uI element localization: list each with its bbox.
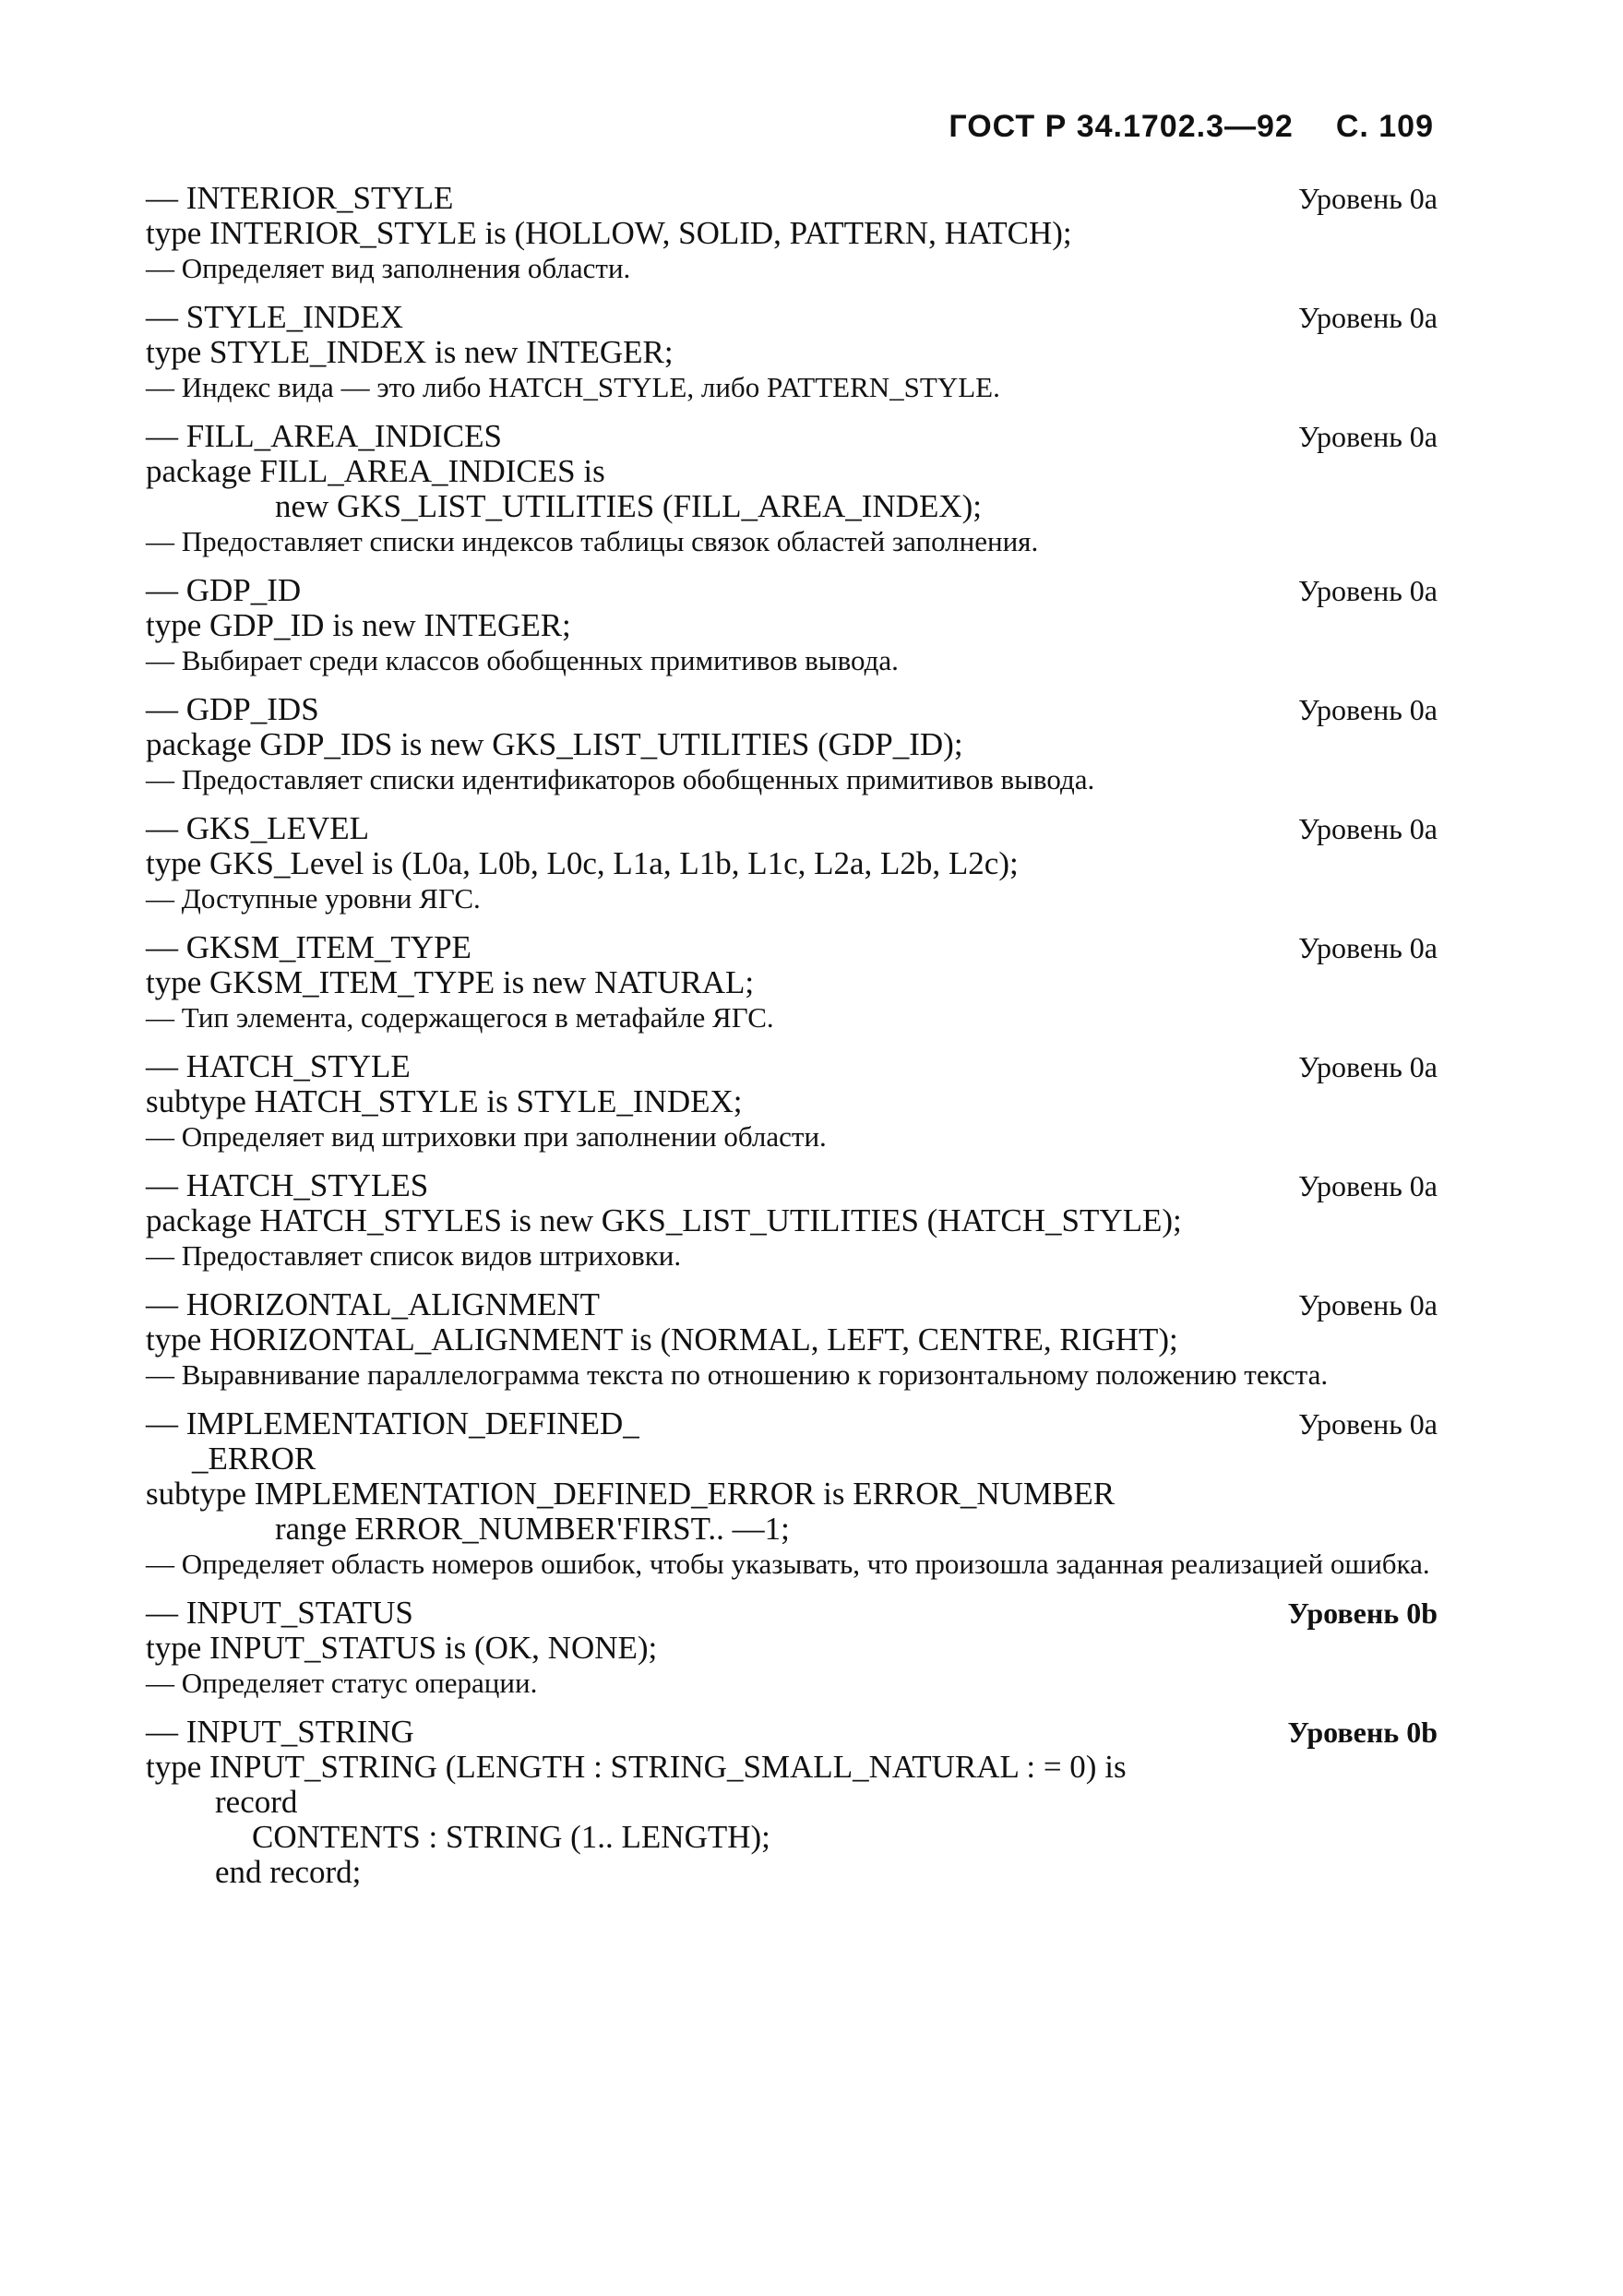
code-line: record [215,1784,298,1820]
code-line: type GDP_ID is new INTEGER; [146,607,571,643]
entry-level: Уровень 0а [1298,1407,1438,1441]
code-line: end record; [215,1854,362,1890]
entry-level: Уровень 0а [1298,1050,1438,1083]
entry-description: — Доступные уровни ЯГС. [146,882,481,915]
entry-name: — INPUT_STRING [146,1714,414,1750]
page-header [949,109,1434,145]
code-line: type HORIZONTAL_ALIGNMENT is (NORMAL, LEFT, CENTRE, RIGHT); [146,1321,1178,1357]
entry-level: Уровень 0а [1298,182,1438,215]
entry-level: Уровень 0а [1298,693,1438,726]
entry-description: — Выбирает среди классов обобщенных примитивов вывода. [146,644,899,676]
entry-name: — GDP_IDS [146,691,319,727]
entry-description: — Предоставляет список видов штриховки. [146,1239,682,1272]
code-line: CONTENTS : STRING (1.. LENGTH); [252,1819,770,1855]
entry-name: — IMPLEMENTATION_DEFINED_ [146,1405,639,1441]
code-line: type STYLE_INDEX is new INTEGER; [146,334,674,370]
entry-name: — INTERIOR_STYLE [146,180,454,216]
code-line: subtype HATCH_STYLE is STYLE_INDEX; [146,1083,743,1119]
entry-hatch-style [146,1049,1438,1154]
entry-description: — Определяет статус операции. [146,1667,538,1699]
entry-level: Уровень 0а [1298,574,1438,607]
entry-description: — Тип элемента, содержащегося в метафайле ЯГС. [146,1001,774,1034]
code-line: range ERROR_NUMBER'FIRST.. —1; [275,1511,790,1547]
entry-gdp-ids [146,692,1438,797]
entry-implementation-defined-error [146,1406,1438,1582]
entry-name-continued: _ERROR [192,1441,316,1477]
entry-hatch-styles [146,1168,1438,1274]
entry-name: — FILL_AREA_INDICES [146,418,502,454]
code-line: subtype IMPLEMENTATION_DEFINED_ERROR is ERROR_NUMBER [146,1476,1116,1512]
entry-level: Уровень 0b [1287,1596,1438,1630]
entry-name: — GKS_LEVEL [146,810,370,846]
entry-horizontal-alignment [146,1287,1438,1393]
document-body [146,181,1438,1904]
entry-gdp-id [146,573,1438,678]
entry-level: Уровень 0а [1298,1169,1438,1202]
entry-name: — GKSM_ITEM_TYPE [146,929,471,965]
entry-description: — Определяет вид штриховки при заполнении области. [146,1120,827,1153]
entry-name: — STYLE_INDEX [146,299,403,335]
entry-gks-level [146,811,1438,916]
code-line: type INTERIOR_STYLE is (HOLLOW, SOLID, PATTERN, HATCH); [146,215,1072,251]
entry-name: — HORIZONTAL_ALIGNMENT [146,1286,600,1322]
code-line: type GKSM_ITEM_TYPE is new NATURAL; [146,964,755,1000]
entry-name: — INPUT_STATUS [146,1595,413,1631]
page-number: С. 109 [1335,109,1434,144]
entry-description: — Определяет вид заполнения области. [146,252,631,284]
code-line: package HATCH_STYLES is new GKS_LIST_UTILITIES (HATCH_STYLE); [146,1202,1182,1238]
entry-fill-area-indices [146,419,1438,559]
standard-number: ГОСТ Р 34.1702.3—92 [949,109,1294,144]
entry-description: — Выравнивание параллелограмма текста по отношению к горизонтальному положению текста. [146,1358,1329,1391]
entry-level: Уровень 0b [1287,1716,1438,1749]
entry-level: Уровень 0а [1298,931,1438,964]
code-line: type INPUT_STATUS is (OK, NONE); [146,1630,658,1666]
code-line: package GDP_IDS is new GKS_LIST_UTILITIES (GDP_ID); [146,726,963,762]
entry-style-index [146,300,1438,405]
entry-name: — HATCH_STYLE [146,1048,411,1084]
entry-name: — HATCH_STYLES [146,1167,429,1203]
code-line: package FILL_AREA_INDICES is [146,453,605,489]
entry-level: Уровень 0а [1298,1288,1438,1321]
entry-gksm-item-type [146,930,1438,1035]
entry-input-string [146,1715,1438,1890]
entry-level: Уровень 0а [1298,301,1438,334]
entry-level: Уровень 0а [1298,812,1438,845]
entry-description: — Индекс вида — это либо HATCH_STYLE, либо PATTERN_STYLE. [146,371,1000,403]
entry-level: Уровень 0а [1298,420,1438,453]
code-line: type INPUT_STRING (LENGTH : STRING_SMALL_NATURAL : = 0) is [146,1749,1127,1785]
entry-input-status [146,1596,1438,1701]
code-line: new GKS_LIST_UTILITIES (FILL_AREA_INDEX); [275,488,982,524]
code-line: type GKS_Level is (L0a, L0b, L0c, L1a, L1b, L1c, L2a, L2b, L2c); [146,845,1019,881]
entry-description: — Предоставляет списки идентификаторов обобщенных примитивов вывода. [146,763,1095,795]
entry-interior-style [146,181,1438,286]
entry-description: — Предоставляет списки индексов таблицы связок областей заполнения. [146,525,1039,557]
entry-name: — GDP_ID [146,572,302,608]
entry-description: — Определяет область номеров ошибок, чтобы указывать, что произошла заданная реализацией ошибка. [146,1548,1430,1580]
